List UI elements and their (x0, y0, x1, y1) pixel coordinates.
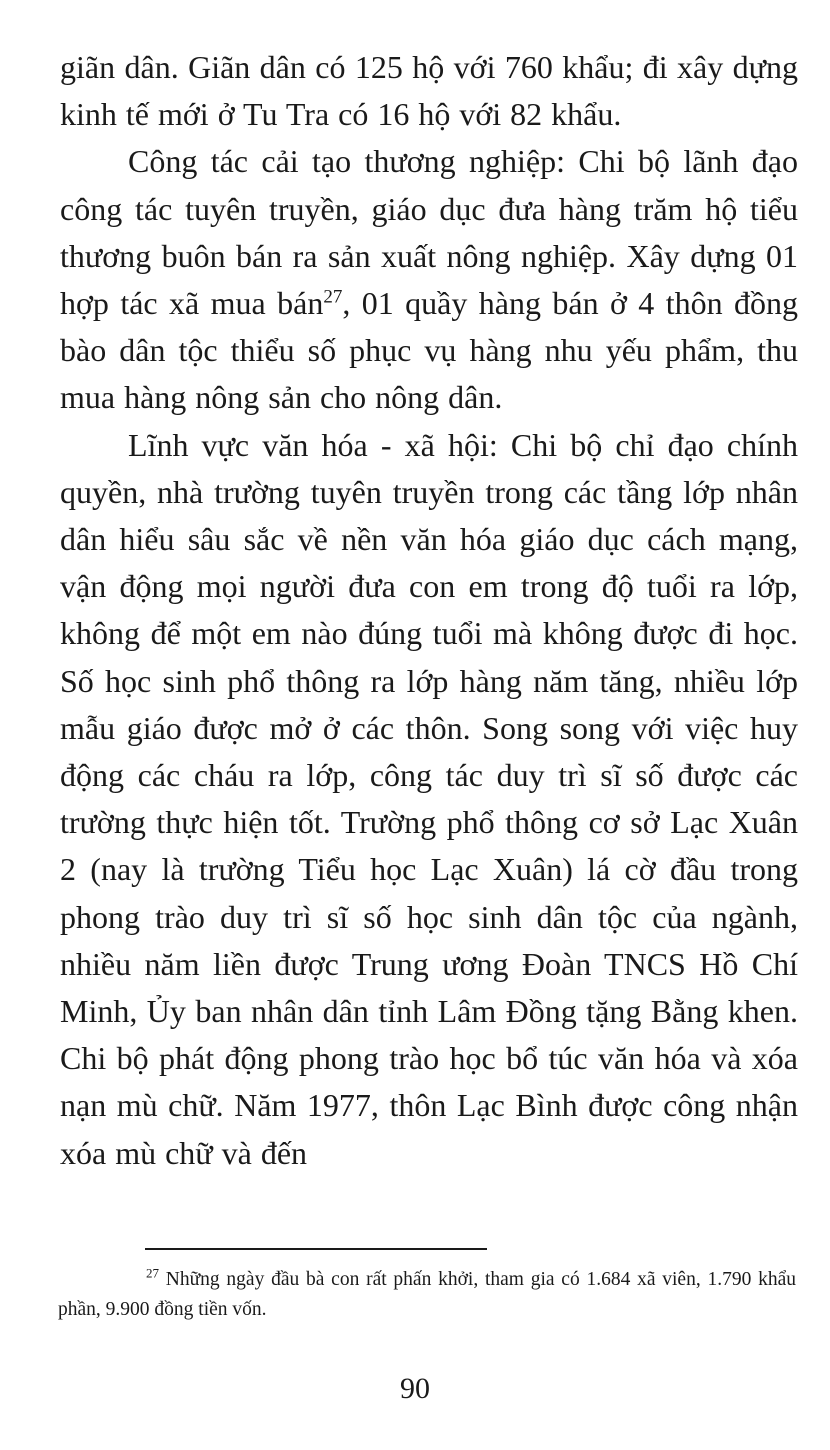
paragraph-2-text-before: Công tác cải tạo thương nghiệp: Chi bộ lãnh đạo công tác tuyên truyền, giáo dục đưa hàng trăm hộ tiểu thương buôn bán ra sản xuất nông nghiệp. Xây dựng 01 hợp tác xã mua bán (60, 143, 798, 322)
paragraph-3-text: Lĩnh vực văn hóa - xã hội: Chi bộ chỉ đạo chính quyền, nhà trường tuyên truyền trong các tầng lớp nhân dân hiểu sâu sắc về nền văn hóa giáo dục cách mạng, vận động mọi người đưa con em trong độ tuổi ra lớp, không để một em nào đúng tuổi mà không được đi học. Số học sinh phổ thông ra lớp hàng năm tăng, nhiều lớp mẫu giáo được mở ở các thôn. Song song với việc huy động các cháu ra lớp, công tác duy trì sĩ số được các trường thực hiện tốt. Trường phổ thông cơ sở Lạc Xuân 2 (nay là trường Tiểu học Lạc Xuân) lá cờ đầu trong phong trào duy trì sĩ số học sinh dân tộc của ngành, nhiều năm liền được Trung ương Đoàn TNCS Hồ Chí Minh, Ủy ban nhân dân tỉnh Lâm Đồng tặng Bằng khen. Chi bộ phát động phong trào học bổ túc văn hóa và xóa nạn mù chữ. Năm 1977, thôn Lạc Bình được công nhận xóa mù chữ và đến (60, 426, 798, 1171)
footnote-marker: 27 (146, 1265, 159, 1281)
footnote (58, 1265, 796, 1325)
paragraph-2-text-after: , 01 quầy hàng bán ở 4 thôn đồng bào dân tộc thiểu số phục vụ hàng nhu yếu phẩm, thu mua hàng nông sản cho nông dân. (60, 285, 799, 416)
footnote-divider (145, 1248, 487, 1250)
paragraph-1 (60, 44, 798, 138)
footnote-reference[interactable]: 27 (323, 286, 343, 308)
page-number: 90 (400, 1372, 430, 1405)
page-body (60, 44, 798, 1177)
footnote-text: Những ngày đầu bà con rất phấn khởi, tham gia có 1.684 xã viên, 1.790 khẩu phần, 9.900 đồng tiền vốn. (58, 1269, 796, 1320)
paragraph-2 (60, 138, 798, 421)
paragraph-1-text: giãn dân. Giãn dân có 125 hộ với 760 khẩu; đi xây dựng kinh tế mới ở Tu Tra có 16 hộ với 82 khẩu. (60, 49, 798, 133)
paragraph-3 (60, 422, 798, 1177)
